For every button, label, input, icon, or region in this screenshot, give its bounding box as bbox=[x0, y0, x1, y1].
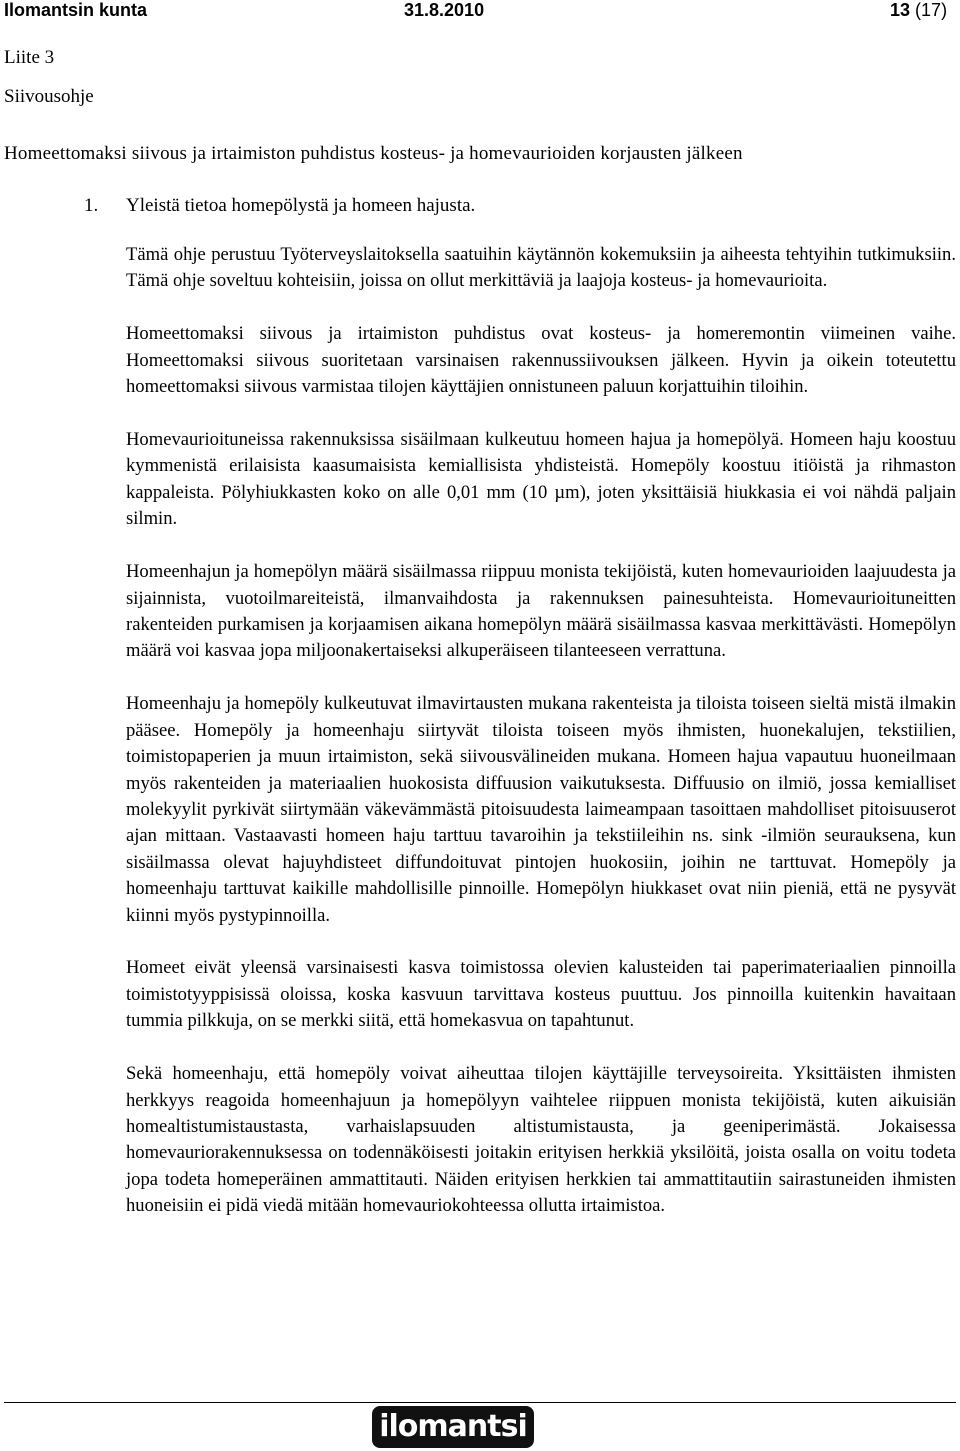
paragraph-4: Homeenhajun ja homepölyn määrä sisäilmassa riippuu monista tekijöistä, kuten homevaurioiden laajuudesta ja sijainnista, vuotoilmareiteistä, ilmanvaihdosta ja rakennuksen painesuhteista. Homevaurioituneitten rakenteiden purkamisen ja korjaamisen aikana homepölyn määrä sisäilmassa kasvaa merkittävästi. Homepölyn määrä voi kasvaa jopa miljoonakertaiseksi alkuperäiseen tilanteeseen verrattuna. bbox=[126, 561, 956, 662]
paragraph-6: Homeet eivät yleensä varsinaisesti kasva toimistossa olevien kalusteiden tai paperimateriaalien pinnoilla toimistotyyppisissä oloissa, koska kasvuun tarvittava kosteus puuttuu. Jos pinnoilla kuitenkin havaitaan tummia pilkkuja, on se merkki siitä, että homekasvua on tapahtunut. bbox=[126, 957, 956, 1032]
organization-name: Ilomantsin kunta bbox=[4, 0, 148, 20]
paragraph-2: Homeettomaksi siivous ja irtaimiston puhdistus ovat kosteus- ja homeremontin viimeinen vaihe. Homeettomaksi siivous suoritetaan varsinaisen rakennussiivouksen jälkeen. Hyvin ja oikein toteutettu homeettomaksi siivous varmistaa tilojen käyttäjien onnistuneen paluun korjattuihin tiloihin. bbox=[126, 323, 956, 398]
document-date: 31.8.2010 bbox=[404, 0, 485, 20]
page-indicator bbox=[890, 0, 947, 21]
section-heading bbox=[84, 193, 475, 219]
ilomantsi-logo bbox=[372, 1406, 534, 1448]
logo-text: ilomantsi bbox=[379, 1409, 527, 1444]
paragraph-7: Sekä homeenhaju, että homepöly voivat aiheuttaa tilojen käyttäjille terveysoireita. Yksittäisten ihmisten herkkyys reagoida homeenhajuun ja homepölyyn vaihtelee riippuen monista tekijöistä, kuten aikuisiän homealtistumistaustasta, varhaislapsuuden altistumistausta, ja geeniperimästä. Jokaisessa homevauriorakennuksessa on todennäköisesti joitakin erityisen herkkiä yksilöitä, joista osalla on voitu todeta jopa todeta homeperäinen ammattitauti. Näiden erityisen herkkien tai ammattitautiin sairastuneiden ihmisten huoneisiin ei pidä viedä mitään homevauriokohteessa ollutta irtaimistoa. bbox=[126, 1063, 956, 1217]
paragraph-5: Homeenhaju ja homepöly kulkeutuvat ilmavirtausten mukana rakenteista ja tiloista toiseen sieltä mistä ilmakin pääsee. Homepöly ja homeenhaju siirtyvät tiloista toiseen myös ihmisten, huonekalujen, tekstiilien, toimistopaperien ja muun irtaimiston, sekä siivousvälineiden mukana. Homeen hajua vapautuu huoneilmaan myös rakenteiden ja materiaalien huokosista diffuusion vaikutuksesta. Diffuusio on ilmiö, jossa kemialliset molekyylit pyrkivät siirtymään väkevämmästä pitoisuudesta laimeampaan tasoittaen mahdolliset pitoisuuserot ajan mittaan. Vastaavasti homeen haju tarttuu tavaroihin ja tekstiileihin ns. sink -ilmiön seurauksena, kun sisäilmassa olevat hajuyhdisteet diffundoituvat pintojen huokosiin, joihin ne tarttuvat. Homepöly ja homeenhaju tarttuvat kaikille mahdollisille pinnoille. Homepölyn hiukkaset ovat niin pieniä, että ne pysyvät kiinni myös pystypinnoilla. bbox=[126, 693, 956, 926]
body-text bbox=[126, 242, 956, 1246]
document-title: Homeettomaksi siivous ja irtaimiston puhdistus kosteus- ja homevaurioiden korjausten jälkeen bbox=[4, 143, 743, 164]
page-number: 13 bbox=[890, 0, 911, 20]
document-type: Siivousohje bbox=[4, 86, 94, 107]
page-total: (17) bbox=[915, 0, 948, 20]
section-title: Yleistä tietoa homepölystä ja homeen hajusta. bbox=[126, 195, 476, 216]
paragraph-3: Homevaurioituneissa rakennuksissa sisäilmaan kulkeutuu homeen hajua ja homepölyä. Homeen haju koostuu kymmenistä erilaisista kaasumaisista kemiallisista yhdisteistä. Homepöly koostuu itiöistä ja rihmaston kappaleista. Pölyhiukkasten koko on alle 0,01 mm (10 µm), joten yksittäisiä hiukkasia ei voi nähdä paljain silmin. bbox=[126, 429, 956, 530]
appendix-label: Liite 3 bbox=[4, 47, 55, 68]
paragraph-1: Tämä ohje perustuu Työterveyslaitoksella saatuihin käytännön kokemuksiin ja aiheesta tehtyihin tutkimuksiin. Tämä ohje soveltuu kohteisiin, joissa on ollut merkittäviä ja laajoja kosteus- ja homevaurioita. bbox=[126, 244, 956, 292]
section-number: 1. bbox=[84, 195, 99, 216]
page-header bbox=[0, 0, 960, 22]
footer-divider bbox=[4, 1402, 956, 1403]
